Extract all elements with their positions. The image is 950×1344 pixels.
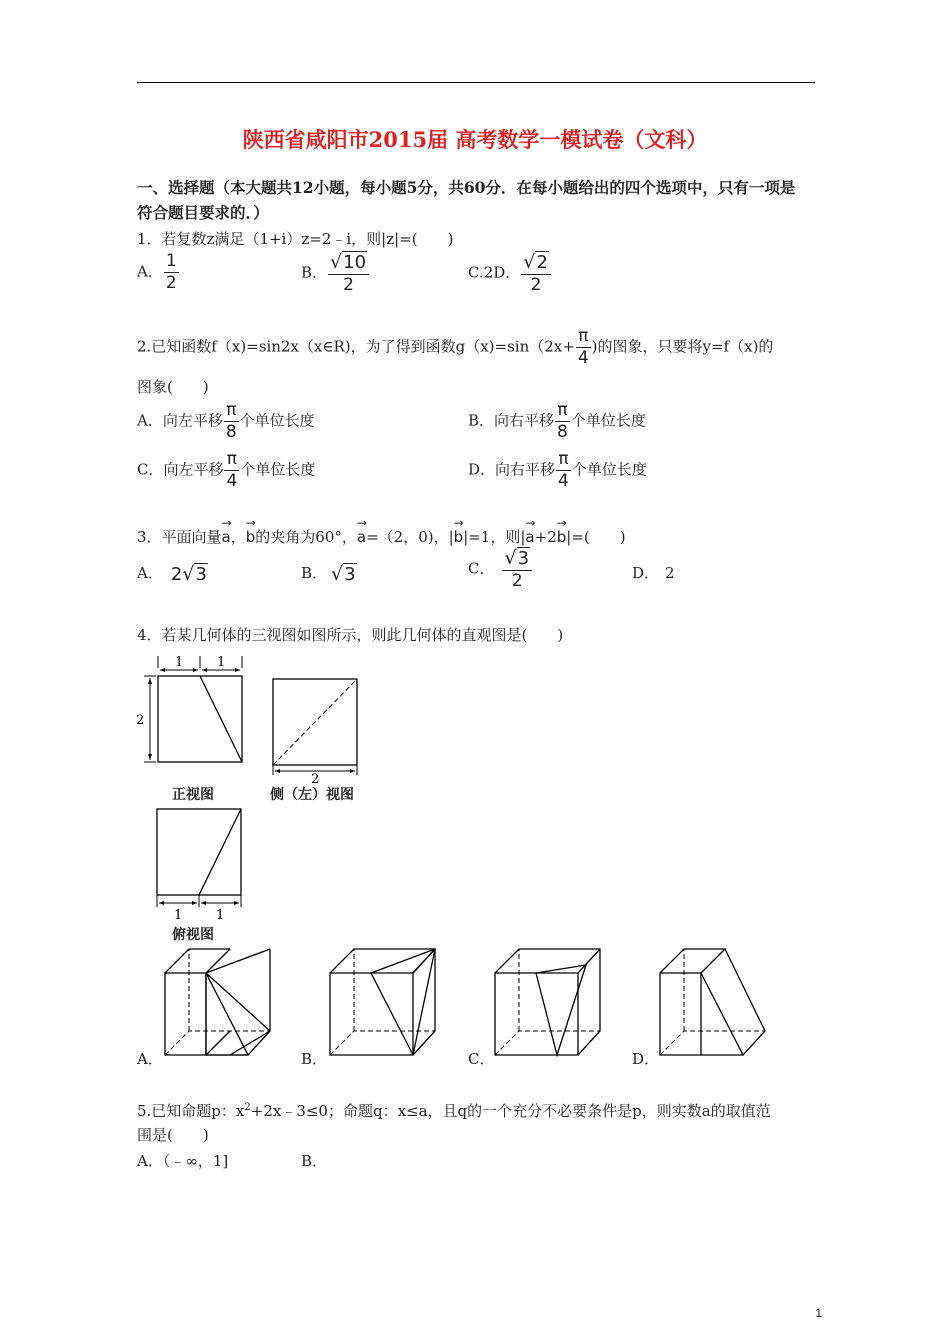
q1-option-cd	[468, 253, 552, 294]
q5-option-a: A．（﹣∞，1]	[137, 1152, 229, 1170]
q2-option-a: A．向左平移 $\frac{\pi}{8}$ 个单位长度	[137, 400, 315, 442]
q1-option-a	[137, 253, 180, 292]
q3-option-d: D． 2	[632, 564, 675, 582]
q5-stem: 5.已知命题p：$x^2+2x﹣3\le 0$；命题q：x≤a，且q的一个充分不必要条件是p，则实数a的取值范	[137, 1102, 771, 1120]
top-view-caption: 俯视图	[172, 927, 214, 943]
page-title: 陕西省咸阳市2015届 高考数学一模试卷（文科）	[242, 127, 708, 152]
header-rule	[137, 82, 815, 83]
q3-option-c: C． $\frac{√3}{2}$	[468, 549, 533, 590]
front-view-caption: 正视图	[172, 787, 214, 803]
q1-cd-label: C.2D．	[468, 263, 521, 282]
q4-option-b-figure	[325, 945, 445, 1060]
q4-option-d: D．	[632, 1050, 660, 1068]
vector-b: → b	[246, 524, 256, 546]
dim-label: 1	[216, 908, 225, 923]
dim-label: 1	[217, 655, 226, 670]
dim-label: 1	[174, 908, 183, 923]
q1-b-label: B．	[301, 263, 328, 282]
q2-stem: 2.已知函数f（x)=sin2x（x∈R)，为了得到函数g（x)=sin（2x+ $\frac{\pi}{4}$ )的图象，只要将y=f（x)的	[137, 326, 774, 368]
q4-option-c: C．	[468, 1050, 495, 1068]
section-heading-cont: 符合题目要求的．）	[137, 203, 269, 222]
side-view-figure	[265, 675, 365, 785]
q2-option-d: D．向右平移 $\frac{\pi}{4}$ 个单位长度	[468, 449, 647, 491]
q5-option-b: B．	[301, 1152, 328, 1170]
q4-option-a-figure	[160, 945, 280, 1060]
front-view-figure	[130, 650, 255, 770]
q4-option-a: A．	[137, 1050, 163, 1068]
dim-label: 2	[136, 713, 145, 728]
q4-option-c-figure	[490, 945, 610, 1060]
q1-d-fraction: $\frac{√2}{2}$	[521, 253, 551, 294]
q5-stem-cont: 围是( )	[137, 1126, 209, 1144]
page-number: 1	[815, 1306, 822, 1320]
q4-stem: 4．若某几何体的三视图如图所示，则此几何体的直观图是( )	[137, 626, 564, 644]
q1-option-b	[301, 253, 370, 294]
q2-stem-cont: 图象( )	[137, 378, 209, 396]
q2-option-c: C．向左平移 $\frac{\pi}{4}$ 个单位长度	[137, 449, 316, 491]
q3-option-b: B． √3	[301, 563, 356, 585]
q4-option-b: B．	[301, 1050, 328, 1068]
vector-a: → a	[222, 524, 231, 546]
q2-stem-fraction: $\frac{\pi}{4}$	[577, 326, 589, 368]
dim-label: 2	[311, 772, 320, 785]
q2-option-b: B．向右平移 $\frac{\pi}{8}$ 个单位长度	[468, 400, 646, 442]
side-view-caption: 侧（左）视图	[270, 787, 354, 803]
section-heading: 一、选择题（本大题共12小题，每小题5分，共60分．在每小题给出的四个选项中，只有一项是	[137, 178, 796, 197]
q1-b-fraction: $\frac{√10}{2}$	[328, 253, 369, 294]
q3-stem: 3．平面向量→ a，→ b的夹角为60°，→ a=（2，0)，|→ b|=1，则|→ a+2→ b|=( )	[137, 524, 626, 547]
q1-stem: 1．若复数z满足（1+i）z=2﹣i，则|z|=( )	[137, 230, 454, 248]
q1-a-label: A．	[137, 262, 163, 281]
q4-option-d-figure	[655, 945, 775, 1060]
q1-a-fraction: $\frac{1}{2}$	[165, 251, 177, 293]
top-view-figure	[150, 805, 250, 925]
dim-label: 1	[175, 655, 184, 670]
q3-option-a: A． 2√3	[137, 563, 207, 585]
